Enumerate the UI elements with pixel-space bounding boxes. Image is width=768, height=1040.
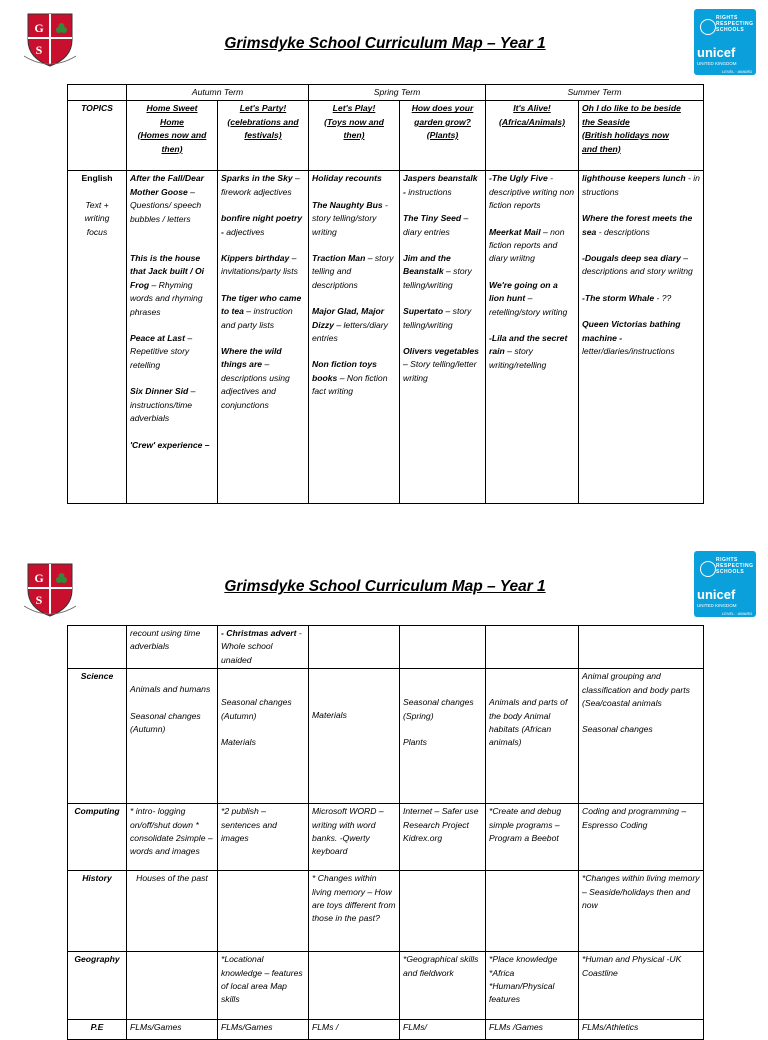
term-header-row bbox=[68, 85, 704, 101]
badge-line-2: RESPECTING bbox=[716, 21, 754, 27]
pe-spring-2: FLMs/ bbox=[400, 1020, 486, 1040]
history-autumn-1: Houses of the past bbox=[127, 871, 218, 952]
badge-country: UNITED KINGDOM bbox=[697, 603, 737, 608]
topic-summer-1: It's Alive! (Africa/Animals) bbox=[486, 101, 579, 171]
english-autumn-1-continued: recount using time adverbials bbox=[127, 626, 218, 669]
science-spring-1: Materials bbox=[309, 669, 400, 804]
history-row bbox=[68, 871, 704, 952]
curriculum-table-page-1 bbox=[67, 84, 704, 504]
geography-summer-2: *Human and Physical -UK Coastline bbox=[579, 952, 704, 1020]
badge-brand: unicef bbox=[697, 587, 736, 602]
badge-line-1: RIGHTS bbox=[716, 15, 738, 21]
badge-footer: LEVEL · AWARD bbox=[722, 69, 753, 74]
badge-emblem-icon bbox=[700, 19, 716, 35]
topic-spring-1: Let's Play! (Toys now and then) bbox=[309, 101, 400, 171]
school-crest-logo bbox=[22, 560, 78, 618]
computing-label: Computing bbox=[68, 804, 127, 871]
science-summer-2: Animal grouping and classification and body parts (Sea/coastal animals Seasonal changes bbox=[579, 669, 704, 804]
english-autumn-1: After the Fall/Dear Mother Goose – Questions/ speech bubbles / letters This is the house that Jack built / Oi Frog – Rhyming words and rhyming phrases Peace at Last – Repetitive story retelling Six Dinner Sid – instructions/time adverbials 'Crew' experience – bbox=[127, 171, 218, 504]
badge-country: UNITED KINGDOM bbox=[697, 61, 737, 66]
english-autumn-2: Sparks in the Sky – firework adjectives bonfire night poetry - adjectives Kippers birthday – invitations/party lists The tiger who came to tea – instruction and party lists Where the wild things are – descriptions using adjectives and conjunctions bbox=[218, 171, 309, 504]
english-summer-2: lighthouse keepers lunch - in structions Where the forest meets the sea - descriptions -Dougals deep sea diary – descriptions and story wriitng -The storm Whale - ?? Queen Victorias bathing machine - letter/diaries/instructions bbox=[579, 171, 704, 504]
spring-term-header: Spring Term bbox=[309, 85, 486, 101]
svg-text:S: S bbox=[35, 593, 43, 607]
history-autumn-2 bbox=[218, 871, 309, 952]
pe-spring-1: FLMs / bbox=[309, 1020, 400, 1040]
computing-summer-2: Coding and programming – Espresso Coding bbox=[579, 804, 704, 871]
badge-line-3: SCHOOLS bbox=[716, 569, 745, 575]
summer-term-header: Summer Term bbox=[486, 85, 704, 101]
pe-summer-1: FLMs /Games bbox=[486, 1020, 579, 1040]
history-summer-2: *Changes within living memory – Seaside/holidays then and now bbox=[579, 871, 704, 952]
geography-autumn-2: *Locational knowledge – features of local area Map skills bbox=[218, 952, 309, 1020]
geography-row bbox=[68, 952, 704, 1020]
pe-label: P.E bbox=[68, 1020, 127, 1040]
svg-text:S: S bbox=[35, 43, 43, 57]
unicef-rights-respecting-badge bbox=[694, 551, 756, 617]
history-label: History bbox=[68, 871, 127, 952]
computing-autumn-2: *2 publish – sentences and images bbox=[218, 804, 309, 871]
history-spring-1: * Changes within living memory – How are toys different from those in the past? bbox=[309, 871, 400, 952]
svg-text:G: G bbox=[34, 21, 44, 35]
geography-spring-2: *Geographical skills and fieldwork bbox=[400, 952, 486, 1020]
english-spring-1: Holiday recounts The Naughty Bus - story telling/story writing Traction Man – story telling and descriptions Major Glad, Major Dizzy – letters/diary entries Non fiction toys books – Non fiction fact writing bbox=[309, 171, 400, 504]
geography-autumn-1 bbox=[127, 952, 218, 1020]
pe-row bbox=[68, 1020, 704, 1040]
topics-label: TOPICS bbox=[68, 101, 127, 171]
science-autumn-1: Animals and humans Seasonal changes (Autumn) bbox=[127, 669, 218, 804]
english-summer-1: -The Ugly Five - descriptive writing non fiction reports Meerkat Mail – non fiction reports and diary wriitng We're going on a lion hunt – retelling/story writing -Lila and the secret rain – story writing/retelling bbox=[486, 171, 579, 504]
document-title: Grimsdyke School Curriculum Map – Year 1 bbox=[224, 578, 546, 595]
science-autumn-2: Seasonal changes (Autumn) Materials bbox=[218, 669, 309, 804]
english-autumn-2-continued: - Christmas advert - Whole school unaided bbox=[218, 626, 309, 669]
document-title: Grimsdyke School Curriculum Map – Year 1 bbox=[224, 35, 546, 52]
geography-label: Geography bbox=[68, 952, 127, 1020]
pe-autumn-1: FLMs/Games bbox=[127, 1020, 218, 1040]
english-continued-row bbox=[68, 626, 704, 669]
badge-line-2: RESPECTING bbox=[716, 563, 754, 569]
geography-spring-1 bbox=[309, 952, 400, 1020]
computing-autumn-1: * intro- logging on/off/shut down * consolidate 2simple – words and images bbox=[127, 804, 218, 871]
geography-summer-1: *Place knowledge *Africa *Human/Physical features bbox=[486, 952, 579, 1020]
page-break bbox=[0, 520, 768, 548]
topics-row bbox=[68, 101, 704, 171]
topic-autumn-1: Home Sweet Home (Homes now and then) bbox=[127, 101, 218, 171]
pe-autumn-2: FLMs/Games bbox=[218, 1020, 309, 1040]
pe-summer-2: FLMs/Athletics bbox=[579, 1020, 704, 1040]
badge-brand: unicef bbox=[697, 45, 736, 60]
badge-line-1: RIGHTS bbox=[716, 557, 738, 563]
english-spring-2: Jaspers beanstalk - instructions The Tiny Seed – diary entries Jim and the Beanstalk – story telling/writing Supertato – story telling/writing Olivers vegetables – Story telling/letter writing bbox=[400, 171, 486, 504]
english-label: English bbox=[81, 173, 113, 184]
science-summer-1: Animals and parts of the body Animal habitats (African animals) bbox=[486, 669, 579, 804]
science-spring-2: Seasonal changes (Spring) Plants bbox=[400, 669, 486, 804]
topic-autumn-2: Let's Party! (celebrations and festivals) bbox=[218, 101, 309, 171]
curriculum-table-page-2 bbox=[67, 625, 704, 1040]
computing-spring-2: Internet – Safer use Research Project Kidrex.org bbox=[400, 804, 486, 871]
computing-summer-1: *Create and debug simple programs – Program a Beebot bbox=[486, 804, 579, 871]
svg-text:G: G bbox=[34, 571, 44, 585]
computing-row bbox=[68, 804, 704, 871]
science-row bbox=[68, 669, 704, 804]
autumn-term-header: Autumn Term bbox=[127, 85, 309, 101]
english-row bbox=[68, 171, 704, 504]
badge-emblem-icon bbox=[700, 561, 716, 577]
science-label: Science bbox=[68, 669, 127, 804]
blank-header-cell bbox=[68, 85, 127, 101]
school-crest-logo bbox=[22, 10, 78, 68]
unicef-rights-respecting-badge bbox=[694, 9, 756, 75]
topic-spring-2: How does your garden grow? (Plants) bbox=[400, 101, 486, 171]
badge-line-3: SCHOOLS bbox=[716, 27, 745, 33]
topic-summer-2: Oh I do like to be beside the Seaside (British holidays now and then) bbox=[579, 101, 704, 171]
history-spring-2 bbox=[400, 871, 486, 952]
badge-footer: LEVEL · AWARD bbox=[722, 611, 753, 616]
history-summer-1 bbox=[486, 871, 579, 952]
page-two bbox=[0, 548, 768, 1033]
english-label-cell: English Text + writing focus bbox=[68, 171, 127, 504]
computing-spring-1: Microsoft WORD – writing with word banks. -Qwerty keyboard bbox=[309, 804, 400, 871]
